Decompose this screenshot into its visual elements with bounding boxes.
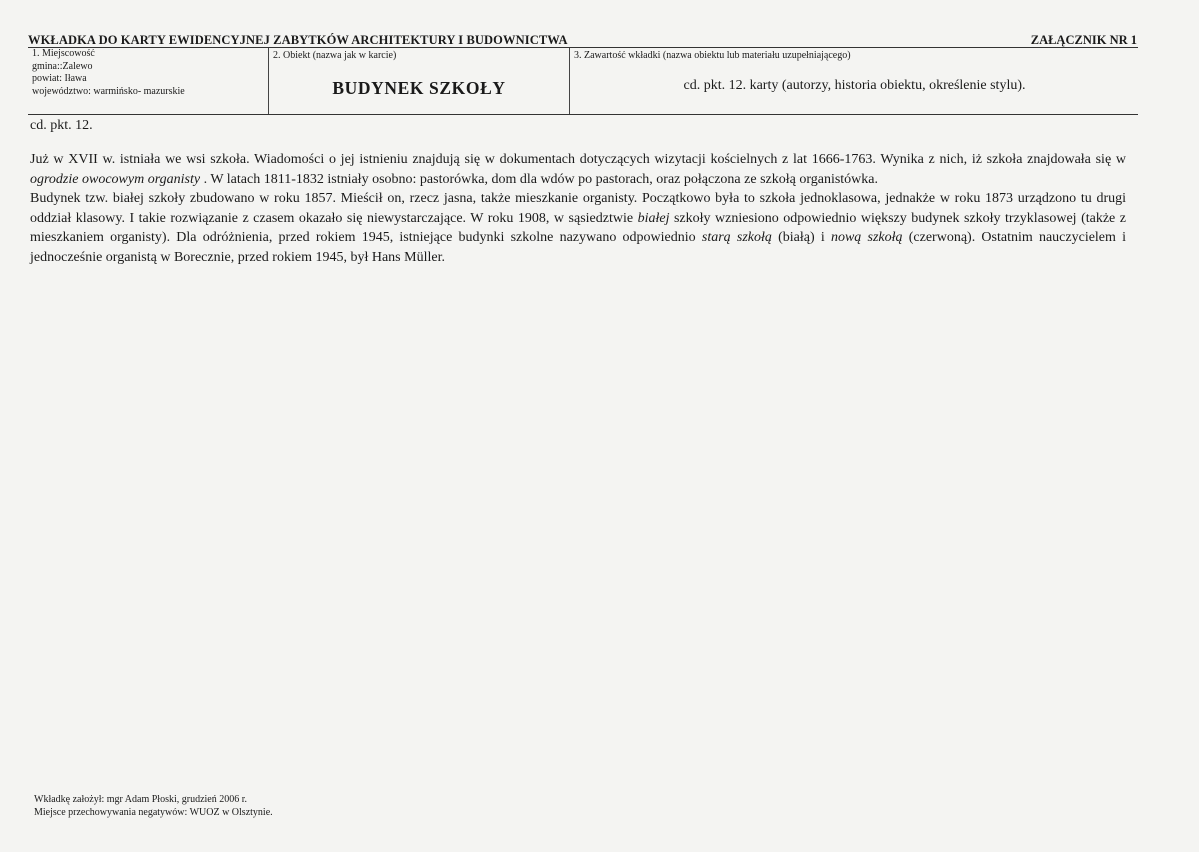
content-cell — [569, 48, 1139, 114]
footer — [34, 793, 273, 819]
object-cell — [268, 48, 569, 114]
p2-text-d: (czerwoną). Ostatnim nauczycielem i jednocześnie organistą w Borecznie, przed rokiem 1945, był Hans Müller. — [30, 230, 1127, 265]
content-description: cd. pkt. 12. karty (autorzy, historia obiektu, określenie stylu). — [683, 78, 1026, 93]
object-name: BUDYNEK SZKOŁY — [332, 78, 506, 98]
author-note: Wkładkę założył: mgr Adam Płoski, grudzień 2006 r. — [34, 794, 248, 805]
gmina-value: gmina::Zalewo — [32, 60, 93, 72]
section-heading: cd. pkt. 12. — [30, 118, 93, 133]
body-text — [30, 150, 1126, 267]
powiat-value: powiat: Iława — [32, 73, 87, 84]
wojewodztwo-value: województwo: warmińsko- mazurskie — [32, 85, 185, 97]
object-label: 2. Obiekt (nazwa jak w karcie) — [273, 50, 397, 61]
p2-italic-old-school: starą szkołą — [701, 230, 772, 245]
p2-text-c: (białą) i — [771, 230, 831, 245]
paragraph-1 — [30, 150, 1126, 189]
negatives-location: Miejsce przechowywania negatywów: WUOZ w Olsztynie. — [34, 807, 273, 818]
p2-text-b: szkoły wzniesiono odpowiednio większy budynek szkoły trzyklasowej (także z mieszkaniem organisty). Dla odróżnienia, przed rokiem 1945, istniejące budynki szkolne nazywano odpowiednio — [30, 210, 1126, 245]
location-label: 1. Miejscowość — [32, 48, 95, 59]
header-table — [28, 47, 1138, 115]
p2-italic-new-school: nową szkołą — [830, 230, 903, 245]
p2-italic-white: białej — [637, 210, 670, 226]
document-title: WKŁADKA DO KARTY EWIDENCYJNEJ ZABYTKÓW ARCHITEKTURY I BUDOWNICTWA — [28, 33, 568, 47]
location-cell — [28, 48, 268, 114]
annex-number: ZAŁĄCZNIK NR 1 — [1030, 33, 1137, 47]
paragraph-2 — [30, 189, 1126, 267]
content-label: 3. Zawartość wkładki (nazwa obiektu lub materiału uzupełniającego) — [574, 50, 851, 61]
p2-text-a: Budynek tzw. białej szkoły zbudowano w roku 1857. Mieścił on, rzecz jasna, także mieszkanie organisty. Początkowo była to szkoła jednoklasowa, jednakże w roku 1873 urządzono tu drugi oddział klasowy. I takie rozwiązanie z czasem okazało się niewystarczające. W roku 1908, w sąsiedztwie — [30, 191, 1126, 226]
p1-italic: ogrodzie owocowym organisty — [30, 171, 201, 187]
p1-text-b: . W latach 1811-1832 istniały osobno: pastorówka, dom dla wdów po pastorach, oraz połączona ze szkołą organistówka. — [200, 171, 879, 187]
p1-text-a: Już w XVII w. istniała we wsi szkoła. Wiadomości o jej istnieniu znajdują się w dokumentach dotyczących wizytacji kościelnych z lat 1666-1763. Wynika z nich, iż szkoła znajdowała się w — [30, 152, 1126, 167]
